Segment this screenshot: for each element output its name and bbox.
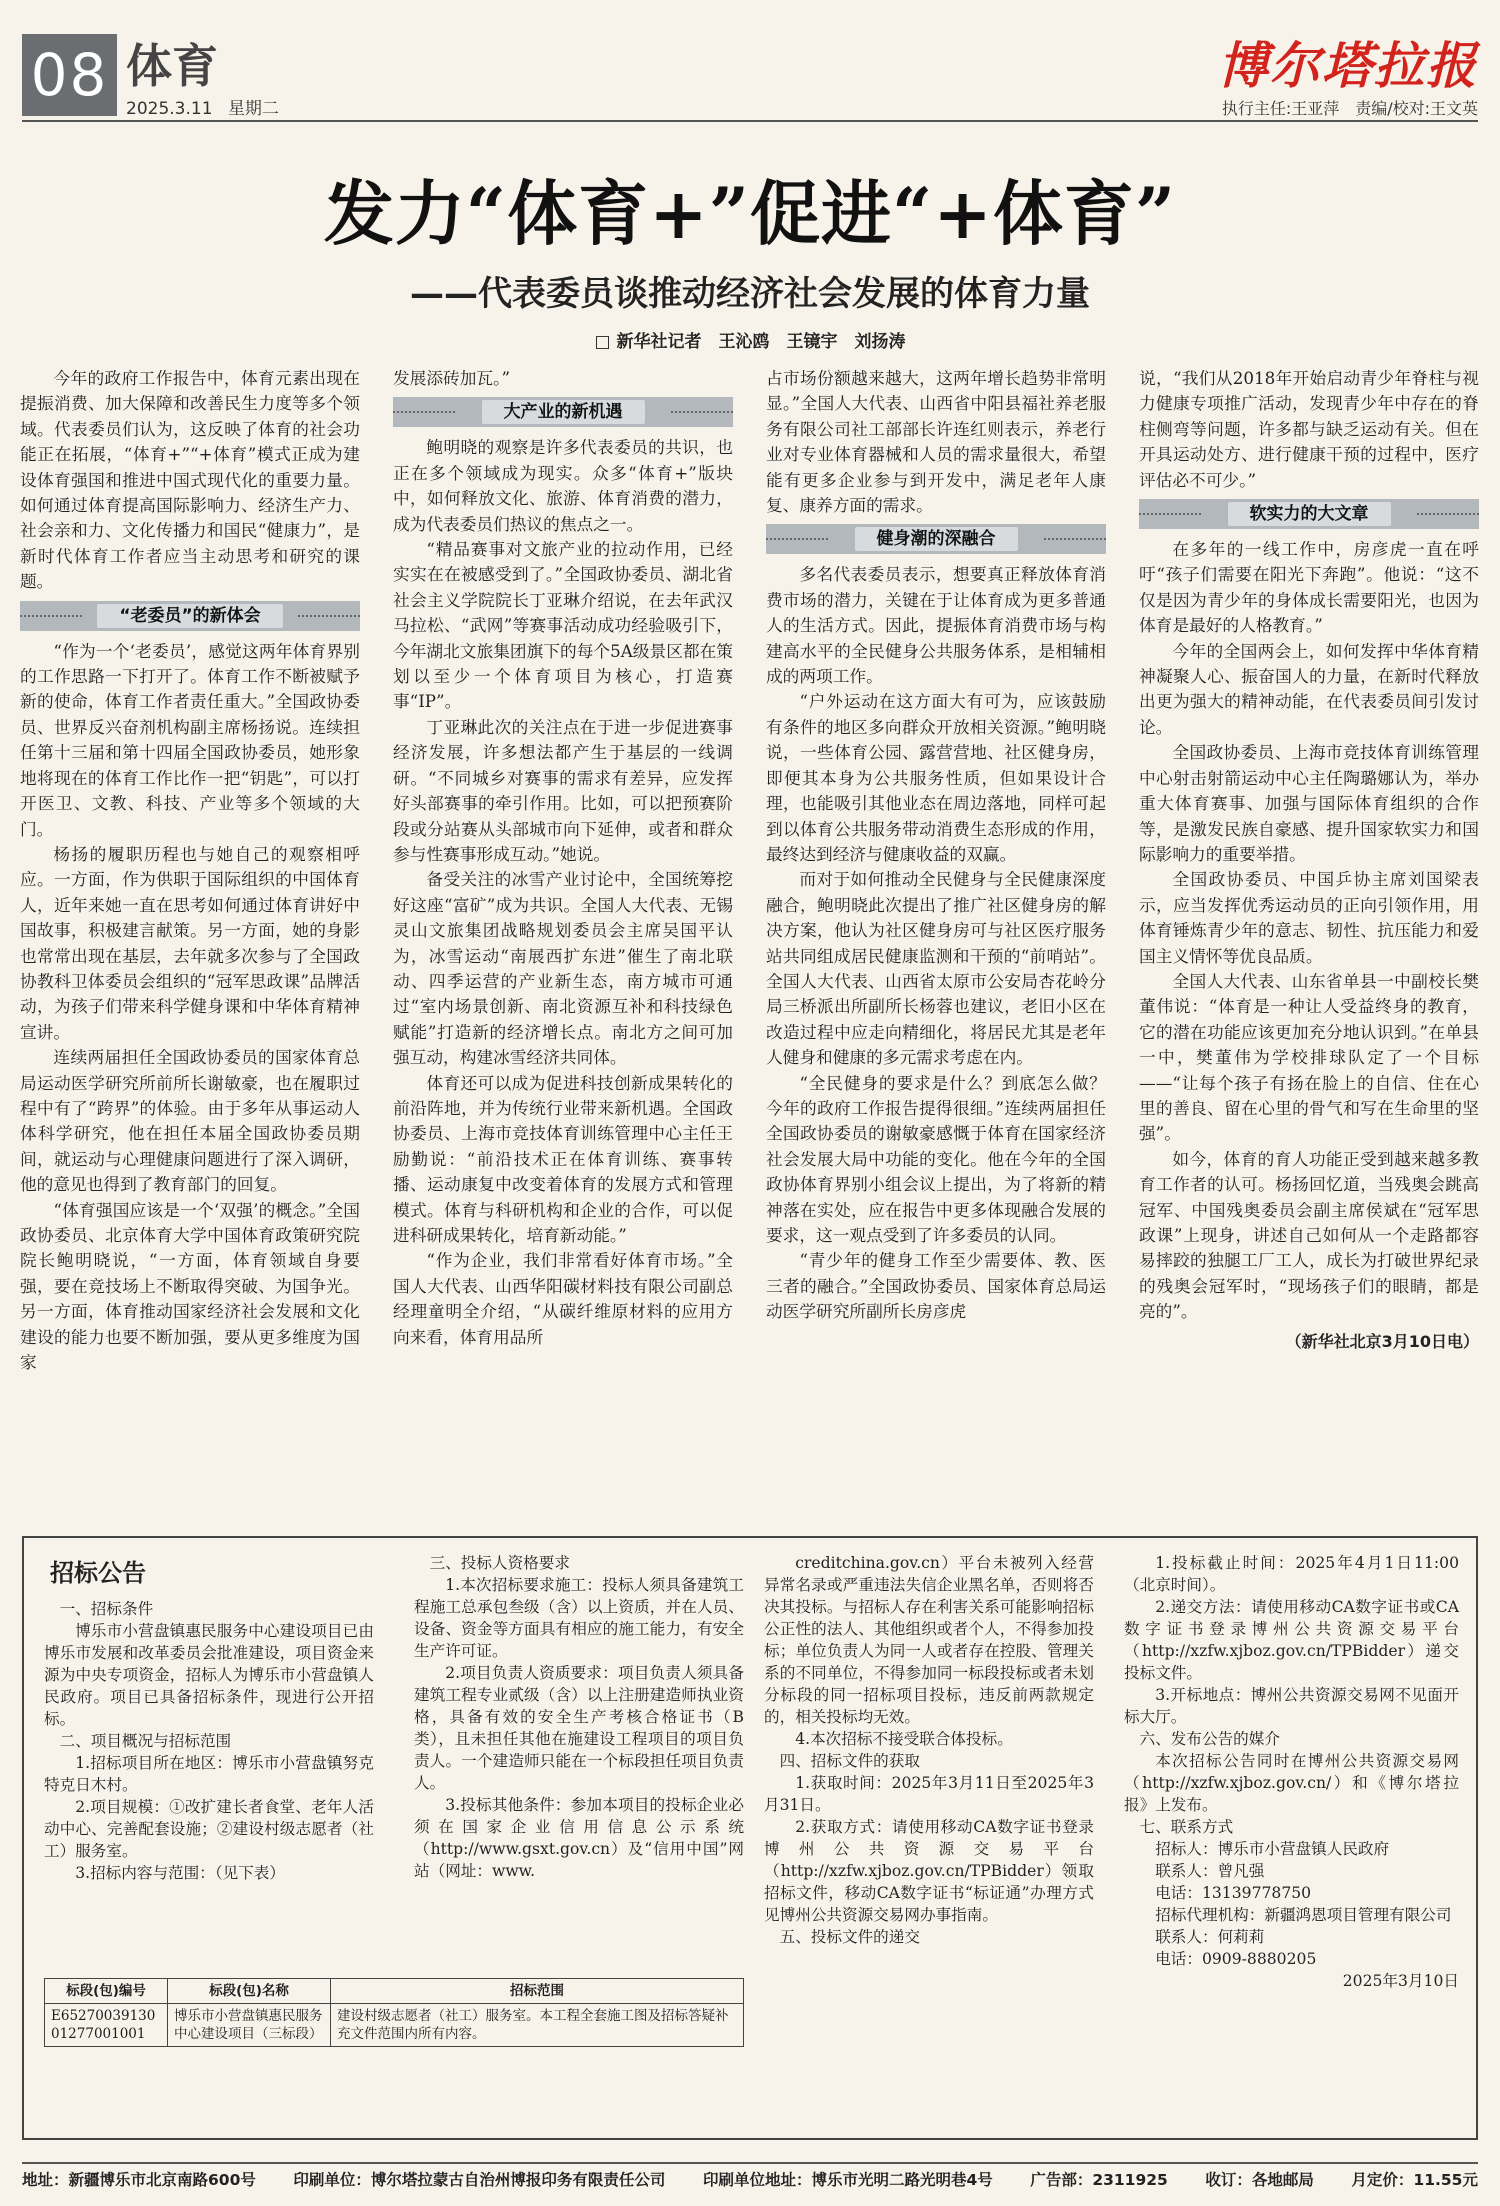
notice-column-4 [1124,1552,1459,1992]
notice-paragraph: 联系人：曾凡强 [1155,1862,1265,1880]
header-rule [22,120,1478,122]
paragraph: 如今，体育的育人功能正受到越来越多教育工作者的认可。杨扬回忆道，当残奥会跳高冠军、中国残奥委员会副主席侯斌在“冠军思政课”上现身，讲述自己如何从一个走路都容易摔跤的独腿工厂工人，成长为打破世界纪录的残奥会冠军时，“现场孩子们的眼睛，都是亮的”。 [1139,1148,1479,1322]
tender-notice [22,1536,1478,2140]
notice-paragraph: 2.递交方法：请使用移动CA数字证书或CA数字证书登录博州公共资源交易平台（http://xzfw.xjboz.gov.cn/TPBidder）递交投标文件。 [1124,1598,1459,1682]
paragraph: 多名代表委员表示，想要真正释放体育消费市场的潜力，关键在于让体育成为更多普通人的生活方式。因此，提振体育消费市场与构建高水平的全民健身公共服务体系，是相辅相成的两项工作。 [766,564,1106,687]
section-title: 体育 [126,39,218,93]
notice-paragraph: 2.项目规模：①改扩建长者食堂、老年人活动中心、完善配套设施；②建设村级志愿者（社工）服务室。 [44,1798,374,1860]
bid-section-table [44,1978,744,2047]
paragraph: “体育强国应该是一个‘双强’的概念。”全国政协委员、北京体育大学中国体育政策研究院院长鲍明晓说，“一方面，体育领域自身要强，要在竞技场上不断取得突破、为国争光。另一方面，体育推动国家经济社会发展和文化建设的能力也要不断加强，要从更多维度为国家 [20,1199,360,1373]
editor-credits: 执行主任:王亚萍 责编/校对:王文英 [1221,99,1478,118]
paragraph: 丁亚琳此次的关注点在于进一步促进赛事经济发展，许多想法都产生于基层的一线调研。“不同城乡对赛事的需求有差异，应发挥好头部赛事的牵引作用。比如，可以把预赛阶段或分站赛从头部城市向下延伸，或者和群众参与性赛事形成互动。”她说。 [393,716,733,864]
notice-paragraph: 1.本次招标要求施工：投标人须具备建筑工程施工总承包叁级（含）以上资质，并在人员、设备、资金等方面具有相应的施工能力，有安全生产许可证。 [414,1576,744,1660]
footer-subscription: 收订：各地邮局 [1205,2171,1314,2189]
footer-printer-address: 印刷单位地址：博乐市光明二路光明巷4号 [702,2171,993,2189]
paragraph: 全国政协委员、上海市竞技体育训练管理中心射击射箭运动中心主任陶璐娜认为，举办重大体育赛事、加强与国际体育组织的合作等，是激发民族自豪感、提升国家软实力和国际影响力的重要举措。 [1139,742,1479,864]
article-column-1 [20,366,360,1375]
subhead: 软实力的大文章 [1139,499,1479,529]
notice-paragraph: 2.项目负责人资质要求：项目负责人须具备建筑工程专业贰级（含）以上注册建造师执业资格，具备有效的安全生产考核合格证书（B类），且未担任其他在施建设工程项目的项目负责人。一个建造师只能在一个标段担任项目负责人。 [414,1664,744,1792]
paragraph: “全民健身的要求是什么？到底怎么做？今年的政府工作报告提得很细。”连续两届担任全国政协委员的谢敏豪感慨于体育在国家经济社会发展大局中功能的变化。他在今年的全国政协体育界别小组会议上提出，为了将新的精神落在实处，应在报告中更多体现融合发展的要求，这一观点受到了许多委员的认同。 [766,1072,1106,1245]
paragraph: 占市场份额越来越大，这两年增长趋势非常明显。”全国人大代表、山西省中阳县福社养老服务有限公司社工部部长许连红则表示，养老行业对专业体育器械和人员的需求量很大，希望能有更多企业参与到开发中，满足老年人康复、康养方面的需求。 [766,368,1106,516]
subtitle: ——代表委员谈推动经济社会发展的体育力量 [410,274,1090,314]
paragraph: “作为企业，我们非常看好体育市场。”全国人大代表、山西华阳碳材料技有限公司副总经理童明全介绍，“从碳纤维原材料的应用方向来看，体育用品所 [393,1250,733,1347]
notice-paragraph: 招标代理机构：新疆鸿恩项目管理有限公司 [1155,1906,1452,1924]
paragraph: 发展添砖加瓦。” [393,368,510,388]
table-header: 标段(包)编号 [45,1979,168,2004]
notice-heading: 二、项目概况与招标范围 [59,1732,232,1750]
notice-heading: 七、联系方式 [1139,1818,1234,1836]
paragraph: 体育还可以成为促进科技创新成果转化的前沿阵地，并为传统行业带来新机遇。全国政协委员、上海市竞技体育训练管理中心主任王励勤说：“前沿技术正在体育训练、赛事转播、运动康复中改变着体育的发展方式和管理模式。体育与科研机构和企业的合作，可以促进科研成果转化，培育新动能。” [393,1072,733,1245]
table-row [45,2004,744,2047]
notice-paragraph: 1.获取时间：2025年3月11日至2025年3月31日。 [764,1774,1094,1814]
subhead: 健身潮的深融合 [766,524,1106,554]
table-header: 标段(包)名称 [168,1979,331,2004]
notice-column-2 [414,1552,744,1882]
notice-date: 2025年3月10日 [1342,1972,1459,1990]
paragraph: 全国人大代表、山东省单县一中副校长樊董伟说：“体育是一种让人受益终身的教育，它的潜在功能应该更加充分地认识到。”在单县一中，樊董伟为学校排球队定了一个目标——“让每个孩子有扬在脸上的自信、住在心里的善良、留在心里的骨气和写在生命里的坚强”。 [1139,970,1479,1144]
notice-paragraph: 1.投标截止时间：2025年4月1日11:00（北京时间）。 [1124,1554,1459,1594]
paragraph: “户外运动在这方面大有可为，应该鼓励有条件的地区多向群众开放相关资源。”鲍明晓说，一些体育公园、露营营地、社区健身房，即便其本身为公共服务性质，但如果设计合理，也能吸引其他业态在周边落地，同样可起到以体育公共服务带动消费生态形成的作用，最终达到经济与健康收益的双赢。 [766,691,1106,864]
subhead: “老委员”的新体会 [20,601,360,631]
footer-price: 月定价：11.55元 [1351,2171,1478,2189]
notice-paragraph: 电话：13139778750 [1155,1884,1312,1902]
paragraph: 说，“我们从2018年开始启动青少年脊柱与视力健康专项推广活动，发现青少年中存在的脊柱侧弯等问题，许多都与缺乏运动有关。但在开具运动处方、进行健康干预的过程中，医疗评估必不可少。” [1139,368,1479,490]
notice-paragraph: 本次招标公告同时在博州公共资源交易网（http://xzfw.xjboz.gov.cn/）和《博尔塔拉报》上发布。 [1124,1752,1459,1814]
paragraph: 备受关注的冰雪产业讨论中，全国统筹挖好这座“富矿”成为共识。全国人大代表、无锡灵山文旅集团战略规划委员会主席吴国平认为，冰雪运动“南展西扩东进”催生了南北联动、四季运营的产业新生态，南方城市可通过“室内场景创新、南北资源互补和科技绿色赋能”打造新的经济增长点。南北方之间可加强互动，构建冰雪经济共同体。 [393,869,733,1068]
table-header: 招标范围 [331,1979,744,2004]
notice-paragraph: 3.投标其他条件：参加本项目的投标企业必须在国家企业信用信息公示系统（http://www.gsxt.gov.cn）及“信用中国”网站（网址：www. [414,1796,744,1880]
subhead: 大产业的新机遇 [393,397,733,427]
notice-heading: 三、投标人资格要求 [429,1554,570,1572]
notice-column-3 [764,1552,1094,1948]
paragraph: “精品赛事对文旅产业的拉动作用，已经实实在在被感受到了。”全国政协委员、湖北省社会主义学院院长丁亚琳介绍说，在去年武汉马拉松、“武网”等赛事活动成功经验吸引下，今年湖北文旅集团旗下的每个5A级景区都在策划以至少一个体育项目为核心，打造赛事“IP”。 [393,539,733,712]
paragraph: “作为一个‘老委员’，感觉这两年体育界别的工作思路一下打开了。体育工作不断被赋予新的使命，体育工作者责任重大。”全国政协委员、世界反兴奋剂机构副主席杨扬说。连续担任第十三届和第十四届全国政协委员，她形象地将现在的体育工作比作一把“钥匙”，可以打开医卫、文教、科技、产业等多个领域的大门。 [20,640,360,839]
issue-date [126,94,279,119]
page-number: 08 [22,34,117,116]
paragraph: 全国政协委员、中国乒协主席刘国梁表示，应当发挥优秀运动员的正向引领作用，用体育锤炼青少年的意志、韧性、抗压能力和爱国主义情怀等优良品质。 [1139,869,1479,966]
footer-ad-phone: 广告部：2311925 [1030,2171,1168,2189]
notice-paragraph: creditchina.gov.cn）平台未被列入经营异常名录或严重违法失信企业黑名单，否则将否决其投标。与招标人存在利害关系可能影响招标公正性的法人、其他组织或者个人，不得参加投标；单位负责人为同一人或者存在控股、管理关系的不同单位，不得参加同一标段投标或者未划分标段的同一招标项目投标，违反前两款规定的，相关投标均无效。 [764,1554,1094,1726]
notice-column-1 [44,1552,374,1884]
paragraph: 连续两届担任全国政协委员的国家体育总局运动医学研究所前所长谢敏豪，也在履职过程中有了“跨界”的体验。由于多年从事运动人体科学研究，他在担任本届全国政协委员期间，就运动与心理健康问题进行了深入调研，他的意见也得到了教育部门的回复。 [20,1047,360,1195]
notice-paragraph: 招标人：博乐市小营盘镇人民政府 [1155,1840,1390,1858]
table-cell: 建设村级志愿者（社工）服务室。本工程全套施工图及招标答疑补充文件范围内所有内容。 [331,2004,744,2047]
paragraph: 鲍明晓的观察是许多代表委员的共识，也正在多个领域成为现实。众多“体育+”版块中，如何释放文化、旅游、体育消费的潜力，成为代表委员们热议的焦点之一。 [393,437,733,534]
footer-printer: 印刷单位：博尔塔拉蒙古自治州博报印务有限责任公司 [293,2171,666,2189]
notice-paragraph: 3.开标地点：博州公共资源交易网不见面开标大厅。 [1124,1686,1459,1726]
article-column-3 [766,366,1106,1325]
paragraph: “青少年的健身工作至少需要体、教、医三者的融合。”全国政协委员、国家体育总局运动医学研究所副所长房彦虎 [766,1250,1106,1322]
paragraph: 今年的全国两会上，如何发挥中华体育精神凝聚人心、振奋国人的力量，在新时代释放出更为强大的精神动能，在代表委员间引发讨论。 [1139,640,1479,737]
weekday-text: 星期二 [227,99,279,119]
notice-title: 招标公告 [50,1559,146,1587]
article-column-4 [1139,366,1479,1354]
notice-paragraph: 1.招标项目所在地区：博乐市小营盘镇努克特克日木村。 [44,1754,374,1794]
dateline-signoff: （新华社北京3月10日电） [1285,1331,1479,1351]
byline: □ 新华社记者 王沁鸥 王镜宇 刘扬涛 [594,332,906,352]
paragraph: 杨扬的履职历程也与她自己的观察相呼应。一方面，作为供职于国际组织的中国体育人，近年来她一直在思考如何通过体育讲好中国故事，积极建言献策。另一方面，她的身影也常常出现在基层，去年就多次参与了全国政协教科卫体委员会组织的“冠军思政课”品牌活动，为孩子们带来科学健身课和中华体育精神宣讲。 [20,843,360,1042]
notice-heading: 四、招标文件的获取 [779,1752,920,1770]
table-cell: E6527003913001277001001 [45,2004,168,2047]
notice-paragraph: 2.获取方式：请使用移动CA数字证书登录博州公共资源交易平台（http://xzfw.xjboz.gov.cn/TPBidder）领取招标文件，移动CA数字证书“标证通”办理方式见博州公共资源交易网办事指南。 [764,1818,1094,1924]
notice-paragraph: 电话：0909-8880205 [1155,1950,1317,1968]
footer-info [22,2162,1478,2198]
notice-paragraph: 4.本次招标不接受联合体投标。 [795,1730,1013,1748]
article-column-2 [393,366,733,1350]
footer-address: 地址：新疆博乐市北京南路600号 [22,2171,256,2189]
paragraph: 今年的政府工作报告中，体育元素出现在提振消费、加大保障和改善民生力度等多个领域。代表委员们认为，这反映了体育的社会功能正在拓展，“体育+”“+体育”模式正成为建设体育强国和推进中国式现代化的重要力量。如何通过体育提高国际影响力、经济生产力、社会亲和力、文化传播力和国民“健康力”，是新时代体育工作者应当主动思考和研究的课题。 [20,368,360,592]
notice-heading: 六、发布公告的媒介 [1139,1730,1280,1748]
notice-heading: 一、招标条件 [59,1600,154,1618]
table-cell: 博乐市小营盘镇惠民服务中心建设项目（三标段） [168,2004,331,2047]
notice-paragraph: 博乐市小营盘镇惠民服务中心建设项目已由博乐市发展和改革委员会批准建设，项目资金来源为中央专项资金，招标人为博乐市小营盘镇人民政府。项目已具备招标条件，现进行公开招标。 [44,1622,374,1728]
newspaper-logo: 博尔塔拉报 [1218,36,1478,95]
notice-paragraph: 联系人：何莉莉 [1155,1928,1265,1946]
date-text: 2025.3.11 [126,99,213,119]
headline: 发力“体育+”促进“+体育” [323,172,1177,255]
paragraph: 在多年的一线工作中，房彦虎一直在呼吁“孩子们需要在阳光下奔跑”。他说：“这不仅是因为青少年的身体成长需要阳光，也因为体育是最好的人格教育。” [1139,539,1479,636]
paragraph: 而对于如何推动全民健身与全民健康深度融合，鲍明晓此次提出了推广社区健身房的解决方案，他认为社区健身房可与社区医疗服务站共同组成居民健康监测和干预的“前哨站”。全国人大代表、山西省太原市公安局杏花岭分局三桥派出所副所长杨蓉也建议，老旧小区在改造过程中应走向精细化，将居民尤其是老年人健身和健康的多元需求考虑在内。 [766,869,1106,1068]
notice-heading: 五、投标文件的递交 [779,1928,920,1946]
notice-paragraph: 3.招标内容与范围：（见下表） [75,1864,285,1882]
